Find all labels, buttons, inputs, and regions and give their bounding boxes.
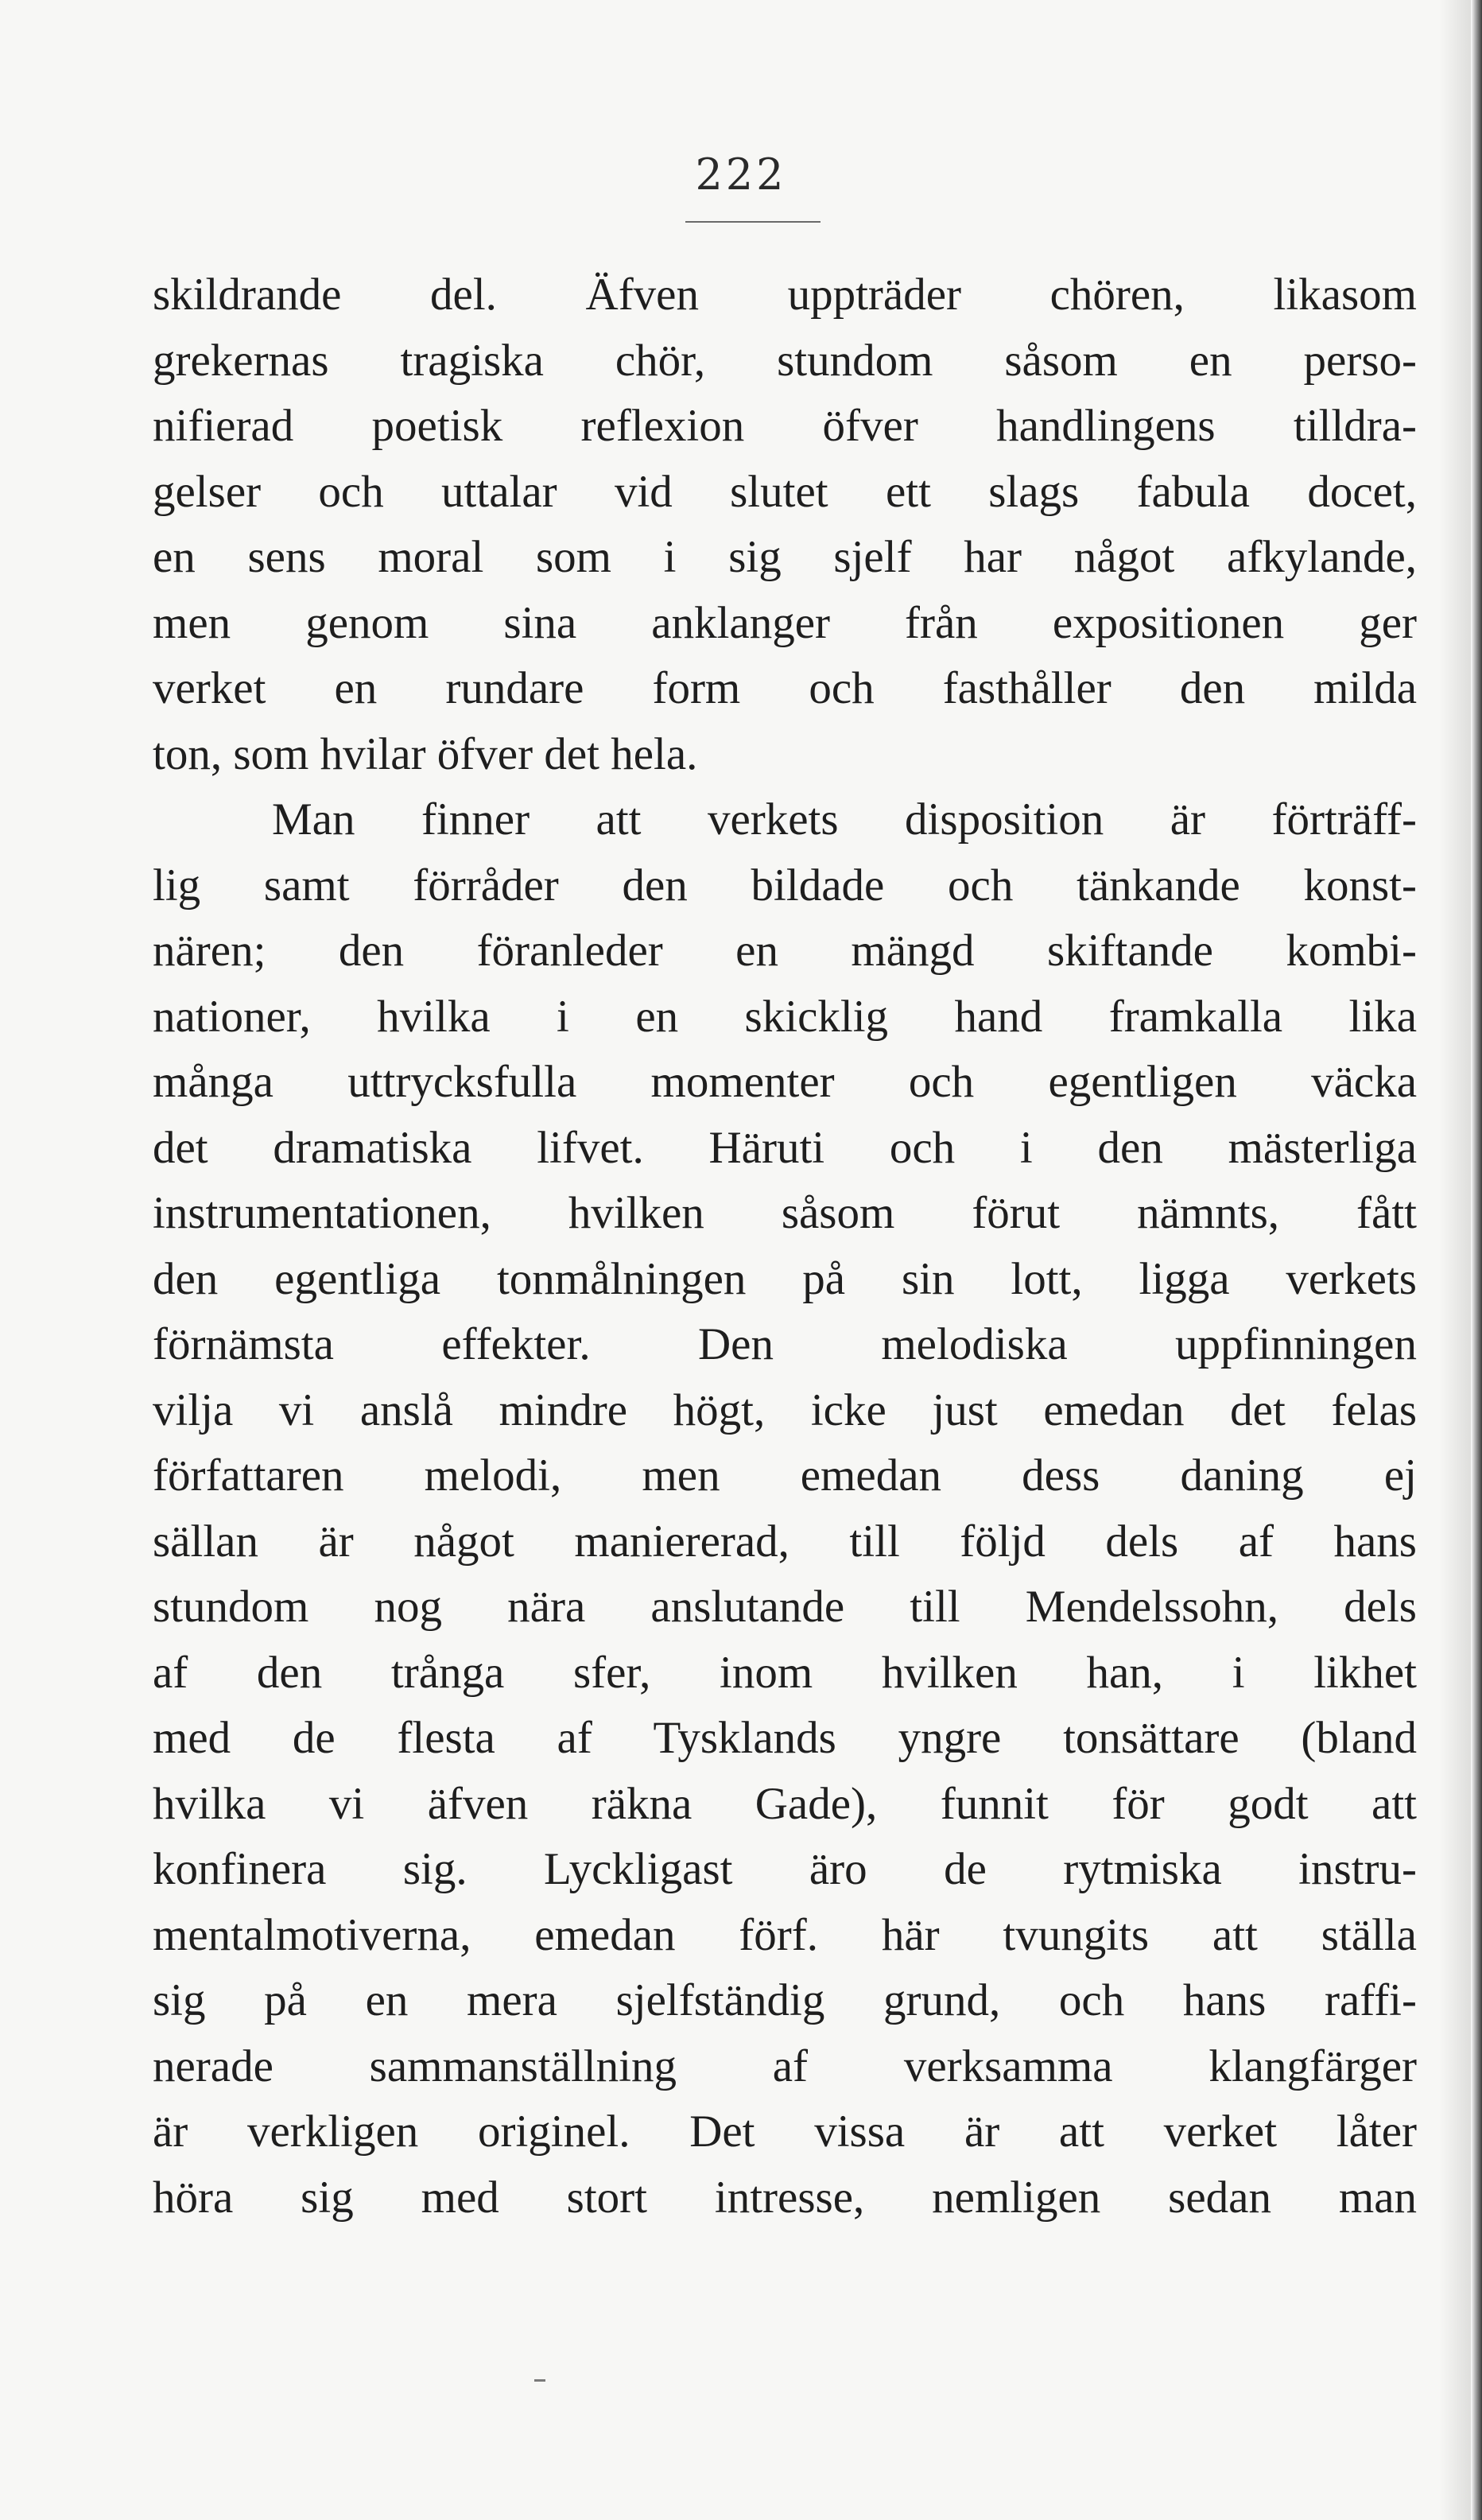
text-line: nären; den föranleder en mängd skiftande kombi- (153, 926, 1417, 976)
page-edge (1471, 0, 1482, 2520)
text-line: nifierad poetisk reflexion öfver handlingens tilldra- (153, 401, 1417, 451)
text-line: men genom sina anklanger från expositionen ger (153, 597, 1417, 648)
page-number: 222 (695, 149, 787, 200)
text-line: instrumentationen, hvilken såsom förut nämnts, fått (153, 1188, 1417, 1238)
text-line: gelser och uttalar vid slutet ett slags fabula docet, (153, 466, 1417, 517)
text-line: konfinera sig. Lyckligast äro de rytmiska instru- (153, 1844, 1417, 1894)
page-edge-shadow (1439, 0, 1471, 2520)
text-line: stundom nog nära anslutande till Mendelssohn, dels (153, 1582, 1417, 1632)
paragraph-start-line: Man finner att verkets disposition är förträff- (272, 794, 1417, 845)
text-line: författaren melodi, men emedan dess daning ej (153, 1450, 1417, 1501)
body-text (153, 262, 1417, 2231)
text-line: många uttrycksfulla momenter och egentligen väcka (153, 1057, 1417, 1107)
footer-mark (534, 2379, 545, 2382)
text-line: nationer, hvilka i en skicklig hand framkalla lika (153, 991, 1417, 1042)
text-line: verket en rundare form och fasthåller den milda (153, 663, 1417, 713)
text-line: en sens moral som i sig sjelf har något afkylande, (153, 532, 1417, 582)
text-line: skildrande del. Äfven uppträder chören, likasom (153, 270, 1417, 320)
text-line: höra sig med stort intresse, nemligen sedan man (153, 2172, 1417, 2223)
text-line: af den trånga sfer, inom hvilken han, i likhet (153, 1647, 1417, 1698)
text-line: vilja vi anslå mindre högt, icke just emedan det felas (153, 1384, 1417, 1435)
text-line: det dramatiska lifvet. Häruti och i den mästerliga (153, 1122, 1417, 1173)
text-line: grekernas tragiska chör, stundom såsom en perso- (153, 335, 1417, 386)
paragraph-end-line: ton, som hvilar öfver det hela. (153, 728, 698, 779)
text-line: mentalmotiverna, emedan förf. här tvungits att ställa (153, 1909, 1417, 1960)
text-line: den egentliga tonmålningen på sin lott, ligga verkets (153, 1253, 1417, 1304)
text-line: förnämsta effekter. Den melodiska uppfinningen (153, 1319, 1417, 1369)
text-line: med de flesta af Tysklands yngre tonsättare (bland (153, 1713, 1417, 1763)
text-line: nerade sammanställning af verksamma klangfärger (153, 2040, 1417, 2091)
text-line: sig på en mera sjelfständig grund, och hans raffi- (153, 1975, 1417, 2025)
text-line: hvilka vi äfven räkna Gade), funnit för godt att (153, 1778, 1417, 1829)
text-line: sällan är något maniererad, till följd dels af hans (153, 1516, 1417, 1567)
text-line: lig samt förråder den bildade och tänkande konst- (153, 860, 1417, 911)
page-number-rule (685, 221, 821, 223)
text-line: är verkligen originel. Det vissa är att verket låter (153, 2106, 1417, 2157)
